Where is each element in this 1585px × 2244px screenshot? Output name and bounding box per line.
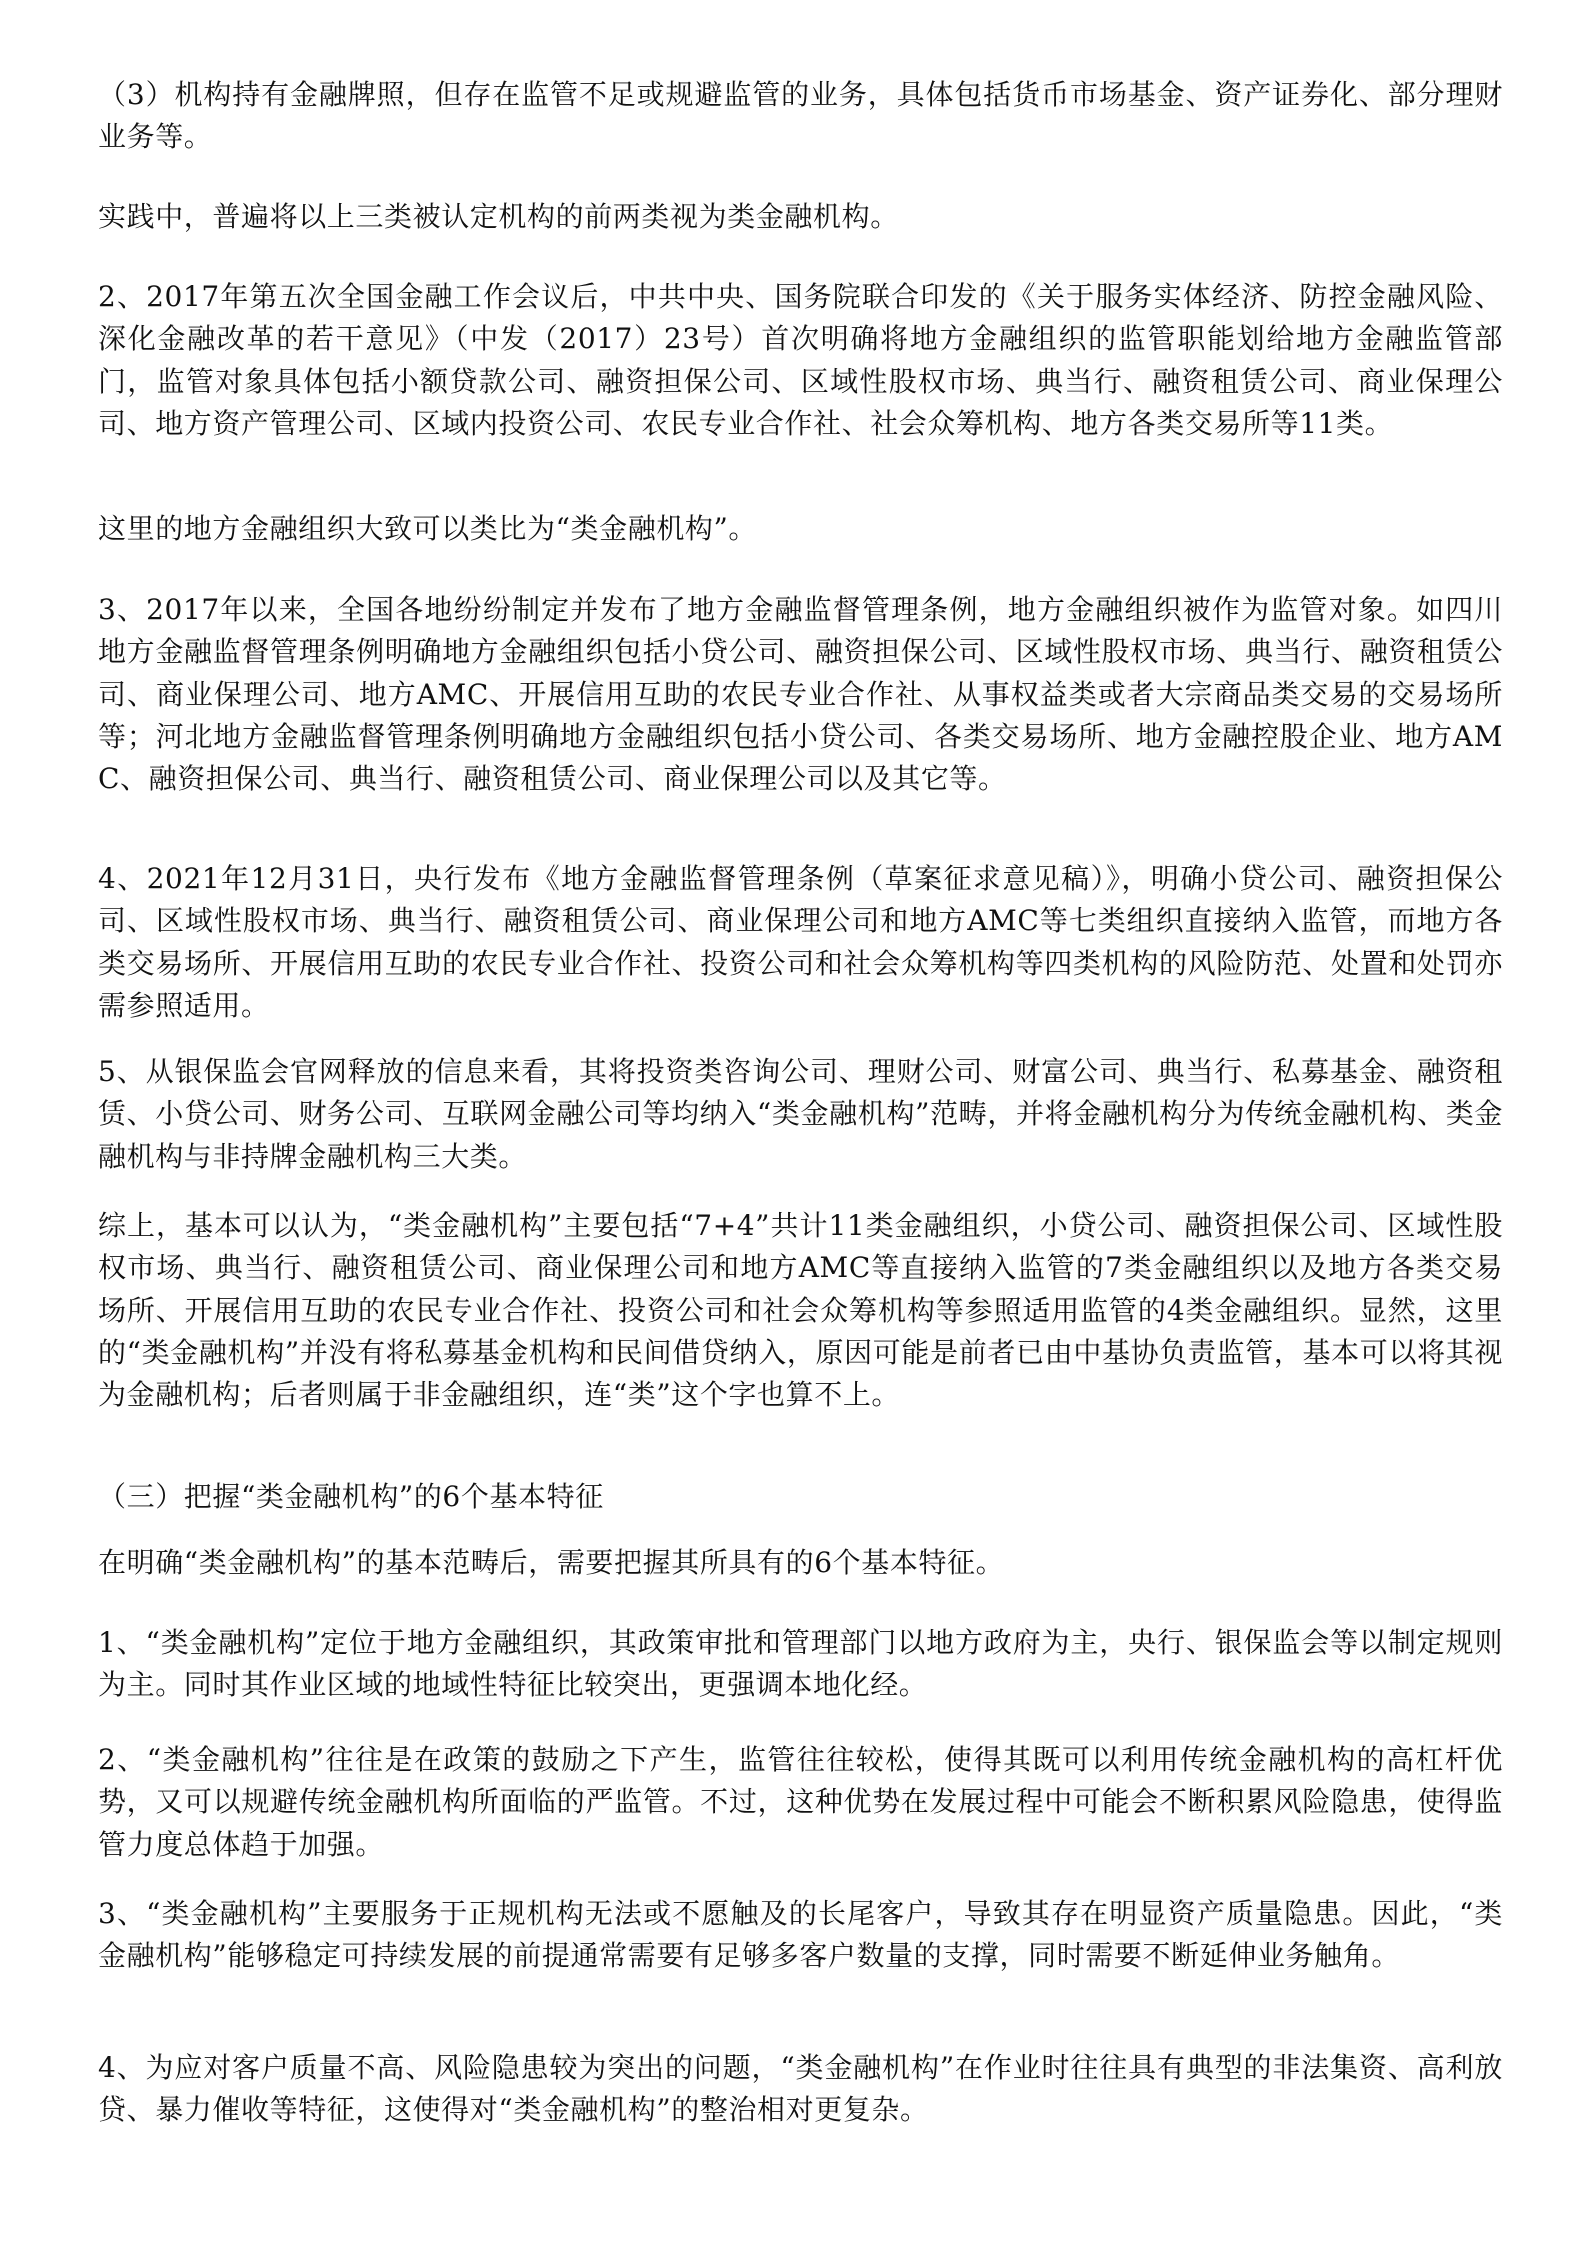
paragraph-feature-3: 3、“类金融机构”主要服务于正规机构无法或不愿触及的长尾客户，导致其存在明显资产质量隐患。因此，“类金融机构”能够稳定可持续发展的前提通常需要有足够多客户数量的支撑，同时需要不断延伸业务触角。 [98, 1897, 1503, 1973]
section-heading-6-features: （三）把握“类金融机构”的6个基本特征 [98, 1480, 604, 1513]
paragraph-features-intro: 在明确“类金融机构”的基本范畴后，需要把握其所具有的6个基本特征。 [98, 1546, 1005, 1579]
paragraph-point-2-2017-conference: 2、2017年第五次全国金融工作会议后，中共中央、国务院联合印发的《关于服务实体经济、防控金融风险、深化金融改革的若干意见》（中发（2017）23号）首次明确将地方金融组织的监管职能划给地方金融监管部门，监管对象具体包括小额贷款公司、融资担保公司、区域性股权市场、典当行、融资租赁公司、商业保理公司、地方资产管理公司、区域内投资公司、农民专业合作社、社会众筹机构、地方各类交易所等11类。 [98, 280, 1503, 440]
paragraph-feature-1: 1、“类金融机构”定位于地方金融组织，其政策审批和管理部门以地方政府为主，央行、银保监会等以制定规则为主。同时其作业区域的地域性特征比较突出，更强调本地化经。 [98, 1626, 1503, 1702]
paragraph-item-3-licensed-institutions: （3）机构持有金融牌照，但存在监管不足或规避监管的业务，具体包括货币市场基金、资产证券化、部分理财业务等。 [98, 78, 1503, 154]
paragraph-local-financial-org-analogy: 这里的地方金融组织大致可以类比为“类金融机构”。 [98, 512, 758, 545]
paragraph-summary: 综上，基本可以认为，“类金融机构”主要包括“7+4”共计11类金融组织，小贷公司、融资担保公司、区域性股权市场、典当行、融资租赁公司、商业保理公司和地方AMC等直接纳入监管的7类金融组织以及地方各类交易场所、开展信用互助的农民专业合作社、投资公司和社会众筹机构等参照适用监管的4类金融组织。显然，这里的“类金融机构”并没有将私募基金机构和民间借贷纳入，原因可能是前者已由中基协负责监管，基本可以将其视为金融机构；后者则属于非金融组织，连“类”这个字也算不上。 [98, 1209, 1503, 1412]
paragraph-practice-note: 实践中，普遍将以上三类被认定机构的前两类视为类金融机构。 [98, 200, 899, 233]
paragraph-feature-4: 4、为应对客户质量不高、风险隐患较为突出的问题，“类金融机构”在作业时往往具有典型的非法集资、高利放贷、暴力催收等特征，这使得对“类金融机构”的整治相对更复杂。 [98, 2051, 1503, 2127]
paragraph-point-4-pboc-draft: 4、2021年12月31日，央行发布《地方金融监督管理条例（草案征求意见稿）》，明确小贷公司、融资担保公司、区域性股权市场、典当行、融资租赁公司、商业保理公司和地方AMC等七类组织直接纳入监管，而地方各类交易场所、开展信用互助的农民专业合作社、投资公司和社会众筹机构等四类机构的风险防范、处置和处罚亦需参照适用。 [98, 862, 1503, 1022]
paragraph-point-5-cbirc-info: 5、从银保监会官网释放的信息来看，其将投资类咨询公司、理财公司、财富公司、典当行、私募基金、融资租赁、小贷公司、财务公司、互联网金融公司等均纳入“类金融机构”范畴，并将金融机构分为传统金融机构、类金融机构与非持牌金融机构三大类。 [98, 1055, 1503, 1173]
paragraph-point-3-local-regulations: 3、2017年以来，全国各地纷纷制定并发布了地方金融监督管理条例，地方金融组织被作为监管对象。如四川地方金融监督管理条例明确地方金融组织包括小贷公司、融资担保公司、区域性股权市场、典当行、融资租赁公司、商业保理公司、地方AMC、开展信用互助的农民专业合作社、从事权益类或者大宗商品类交易的交易场所等；河北地方金融监督管理条例明确地方金融组织包括小贷公司、各类交易场所、地方金融控股企业、地方AMC、融资担保公司、典当行、融资租赁公司、商业保理公司以及其它等。 [98, 593, 1503, 796]
paragraph-feature-2: 2、“类金融机构”往往是在政策的鼓励之下产生，监管往往较松，使得其既可以利用传统金融机构的高杠杆优势，又可以规避传统金融机构所面临的严监管。不过，这种优势在发展过程中可能会不断积累风险隐患，使得监管力度总体趋于加强。 [98, 1743, 1503, 1861]
